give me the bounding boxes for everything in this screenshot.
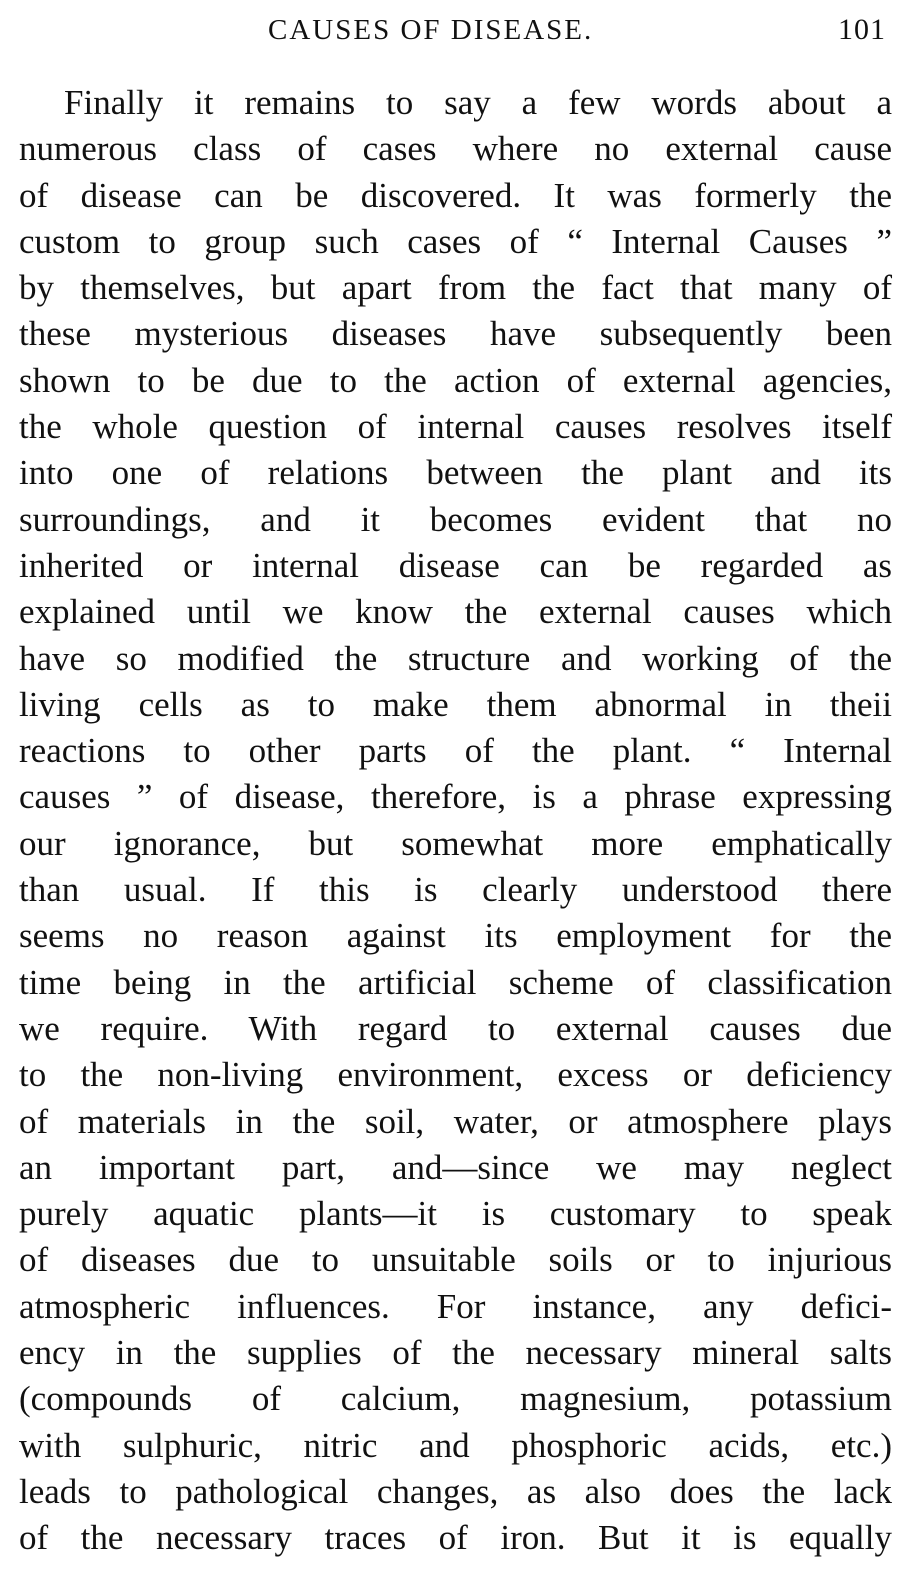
text-line: time being in the artificial scheme of classification <box>19 962 892 1002</box>
text-line: of the necessary traces of iron. But it is equally <box>19 1518 892 1558</box>
text-line: Finally it remains to say a few words about a <box>64 83 892 122</box>
text-line: have so modified the structure and working of the <box>19 638 892 678</box>
text-line: with sulphuric, nitric and phosphoric acids, etc.) <box>19 1425 892 1465</box>
text-line: our ignorance, but somewhat more emphatically <box>19 823 892 863</box>
text-line: into one of relations between the plant and its <box>19 453 892 493</box>
text-line: we require. With regard to external causes due <box>19 1008 892 1048</box>
text-line: of materials in the soil, water, or atmosphere plays <box>19 1101 892 1141</box>
body-paragraph <box>19 80 892 1562</box>
text-line: inherited or internal disease can be regarded as <box>19 545 892 585</box>
text-line: purely aquatic plants—it is customary to speak <box>19 1194 892 1234</box>
text-line: to the non-living environment, excess or deficiency <box>19 1055 892 1095</box>
text-line: numerous class of cases where no external cause <box>19 129 892 169</box>
text-line: seems no reason against its employment for the <box>19 916 892 956</box>
text-line: causes ” of disease, therefore, is a phrase expressing <box>19 777 892 817</box>
text-line: surroundings, and it becomes evident that no <box>19 499 892 539</box>
text-line: explained until we know the external causes which <box>19 592 892 632</box>
running-header <box>0 10 918 50</box>
page-number: 101 <box>838 13 886 46</box>
text-line: the whole question of internal causes resolves itself <box>19 407 892 447</box>
text-line: reactions to other parts of the plant. “ Internal <box>19 731 892 771</box>
text-line: of diseases due to unsuitable soils or to injurious <box>19 1240 892 1280</box>
text-line: (compounds of calcium, magnesium, potassium <box>19 1379 892 1419</box>
chapter-title: CAUSES OF DISEASE. <box>268 14 594 46</box>
text-line: than usual. If this is clearly understood there <box>19 870 892 910</box>
text-line: leads to pathological changes, as also does the lack <box>19 1471 892 1511</box>
text-line: ency in the supplies of the necessary mineral salts <box>19 1333 892 1373</box>
text-line: of disease can be discovered. It was formerly the <box>19 175 892 215</box>
text-line: by themselves, but apart from the fact that many of <box>19 268 892 308</box>
text-line: an important part, and—since we may neglect <box>19 1147 892 1187</box>
text-line: custom to group such cases of “ Internal Causes ” <box>19 221 892 261</box>
text-line: living cells as to make them abnormal in theii <box>19 684 892 724</box>
text-line: atmospheric influences. For instance, any defici- <box>19 1286 892 1326</box>
text-line: these mysterious diseases have subsequently been <box>19 314 892 354</box>
text-line: shown to be due to the action of external agencies, <box>19 360 892 400</box>
